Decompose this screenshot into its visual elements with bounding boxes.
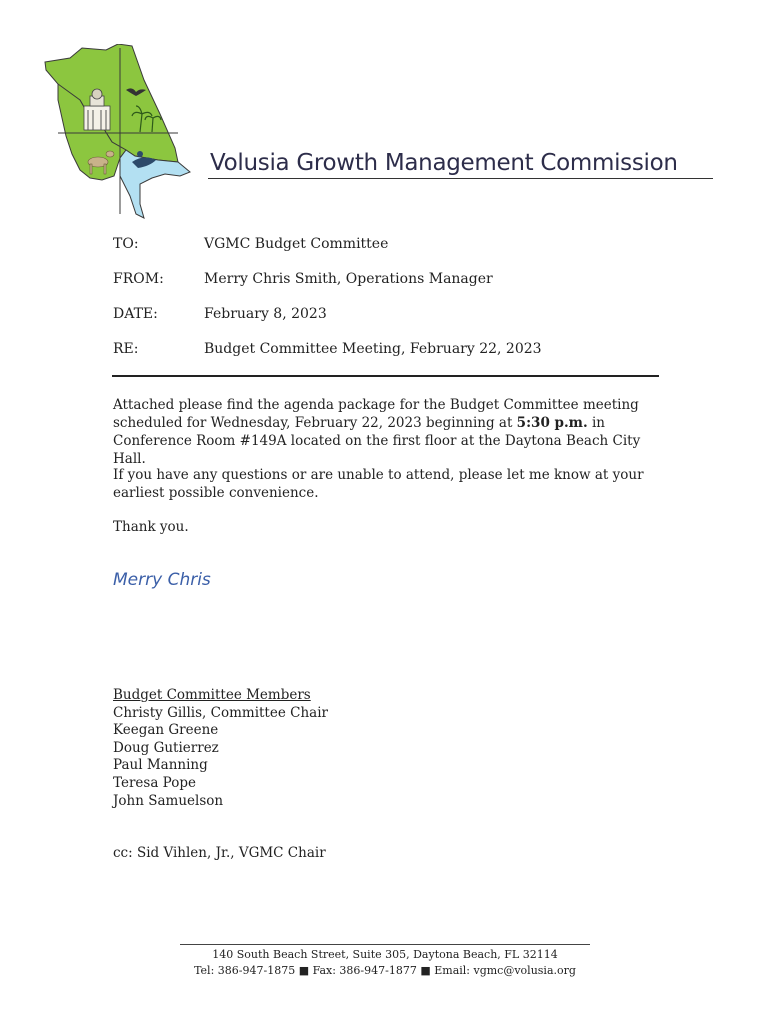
from-label: FROM: xyxy=(113,271,164,287)
footer-contact: Tel: 386-947-1875 ■ Fax: 386-947-1877 ■ Email: vgmc@volusia.org xyxy=(194,964,576,977)
title-underline xyxy=(208,178,713,179)
re-label: RE: xyxy=(113,341,139,357)
member-item: Doug Gutierrez xyxy=(113,739,219,756)
re-value: Budget Committee Meeting, February 22, 2023 xyxy=(204,341,542,357)
body-paragraph-2: If you have any questions or are unable to attend, please let me know at your earliest possible convenience. xyxy=(113,467,644,501)
member-item: John Samuelson xyxy=(113,792,224,809)
volusia-map-logo xyxy=(40,44,200,222)
date-value: February 8, 2023 xyxy=(204,306,327,322)
p1-text-end: in Conference Room #149A located on the first floor at the Daytona Beach City Hall. xyxy=(113,415,641,467)
date-label: DATE: xyxy=(113,306,158,322)
member-item: Paul Manning xyxy=(113,757,208,774)
members-heading: Budget Committee Members xyxy=(113,687,311,703)
to-label: TO: xyxy=(113,236,139,252)
org-title: Volusia Growth Management Commission xyxy=(210,150,678,176)
to-value: VGMC Budget Committee xyxy=(204,236,389,252)
memo-divider xyxy=(112,375,659,377)
footer-address: 140 South Beach Street, Suite 305, Daytona Beach, FL 32114 xyxy=(212,948,558,961)
footer-rule xyxy=(180,944,590,945)
member-item: Keegan Greene xyxy=(113,722,219,739)
body-paragraph-1 xyxy=(113,396,663,468)
cc-line: cc: Sid Vihlen, Jr., VGMC Chair xyxy=(113,845,326,861)
p1-text-start: Attached please find the agenda package for the Budget Committee meeting scheduled for Wednesday, February 22, 2023 beginning at xyxy=(113,397,639,431)
signature: Merry Chris xyxy=(113,570,211,590)
member-item: Christy Gillis, Committee Chair xyxy=(113,704,328,721)
member-item: Teresa Pope xyxy=(113,774,196,791)
meeting-time: 5:30 p.m. xyxy=(516,415,588,431)
committee-members xyxy=(113,687,328,810)
from-value: Merry Chris Smith, Operations Manager xyxy=(204,271,493,287)
closing-text: Thank you. xyxy=(113,519,189,535)
